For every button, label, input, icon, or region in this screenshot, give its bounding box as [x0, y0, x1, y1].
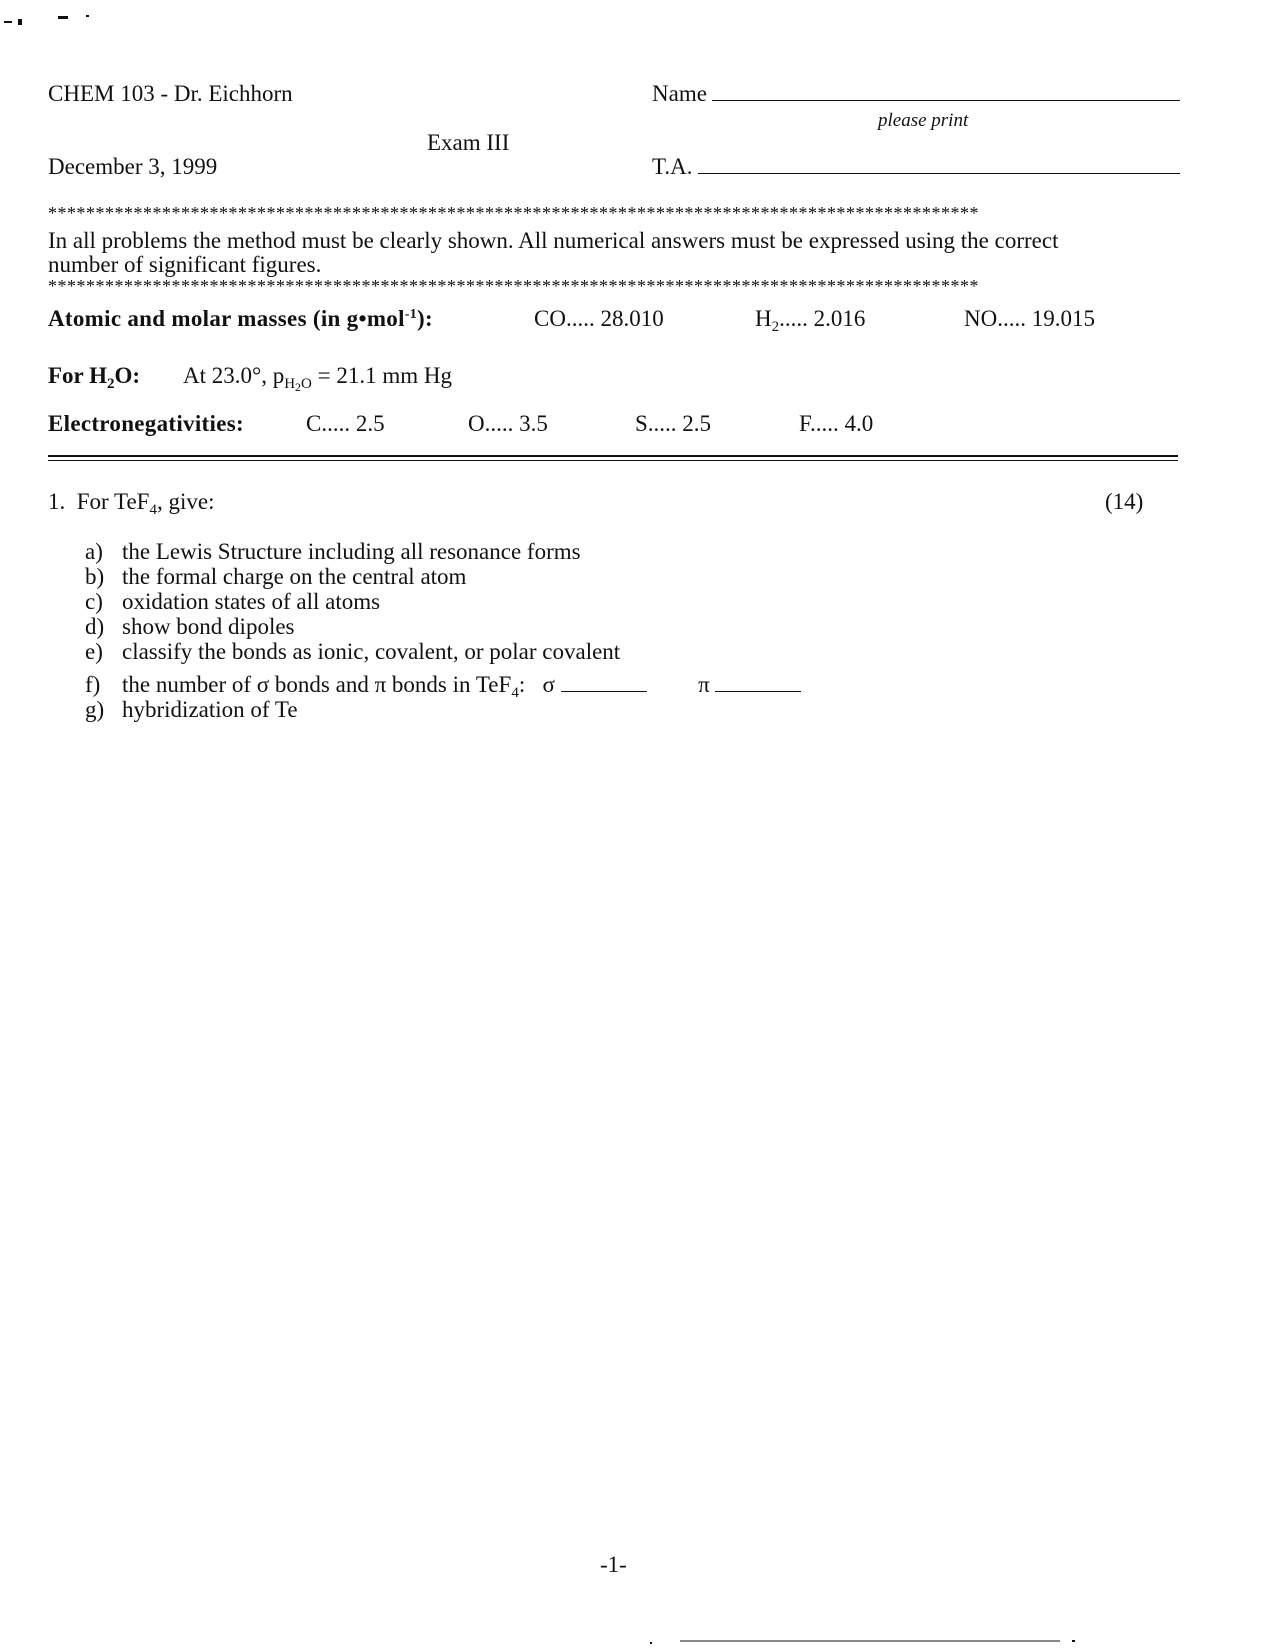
en-fluorine: F..... 4.0 [799, 411, 874, 436]
name-label: Name [652, 81, 707, 106]
sigma-symbol: σ [542, 672, 555, 697]
instructions-line-1: In all problems the method must be clearly shown. All numerical answers must be expressed using the correct [48, 228, 1059, 253]
water-label: For $H_2O$: [48, 363, 141, 392]
exam-title: Exam III [427, 130, 510, 155]
question-prompt: For TeF$_4$, give: [76, 489, 215, 518]
sigma-answer-blank[interactable] [561, 673, 647, 692]
ta-field[interactable] [698, 173, 1180, 174]
question-1-points: (14) [1105, 489, 1144, 514]
list-item: b) the formal charge on the central atom [85, 564, 467, 589]
list-item: e) classify the bonds as ionic, covalent, or polar covalent [85, 639, 621, 664]
en-sulfur: S..... 2.5 [635, 411, 712, 436]
scan-mark [86, 15, 89, 17]
water-vapor-row [48, 364, 1178, 394]
exam-date: December 3, 1999 [48, 154, 218, 179]
scan-mark [650, 1642, 652, 1644]
scan-mark [1072, 1640, 1075, 1642]
list-item: a) the Lewis Structure including all resonance forms [85, 539, 581, 564]
list-item-bond-count: f) the number of σ bonds and π bonds in TeF$_4$: σ π [85, 673, 801, 696]
ta-label: T.A. [652, 154, 693, 179]
asterisk-divider: ************************************************************************************************** [48, 277, 979, 295]
question-1-heading [48, 489, 215, 518]
mass-co: CO..... 28.010 [534, 306, 664, 331]
scan-mark [18, 19, 22, 25]
page-number: -1- [600, 1552, 627, 1577]
mass-no: NO..... 19.015 [964, 306, 1095, 331]
molar-masses-row [48, 307, 1178, 337]
section-divider [48, 460, 1178, 461]
instructions-line-2: number of significant figures. [48, 252, 322, 277]
water-vapor-pressure: At 23.0°, $p_{H_2O} = 21.1$ mm Hg [183, 363, 453, 394]
list-item: c) oxidation states of all atoms [85, 589, 381, 614]
pi-symbol: π [698, 672, 710, 697]
asterisk-divider: ************************************************************************************************** [48, 204, 979, 222]
name-field[interactable] [712, 100, 1180, 101]
electronegativities-row [48, 412, 1178, 442]
electronegativities-label: Electronegativities: [48, 411, 244, 436]
list-item: g) hybridization of Te [85, 697, 298, 722]
molar-masses-label: Atomic and molar masses (in g•mol$^{-1}$): [48, 306, 433, 331]
scan-artifact [680, 1640, 1060, 1642]
section-divider [48, 455, 1178, 457]
course-title: CHEM 103 - Dr. Eichhorn [48, 81, 293, 106]
list-item: d) show bond dipoles [85, 614, 295, 639]
en-carbon: C..... 2.5 [306, 411, 385, 436]
scan-mark [58, 16, 68, 19]
en-oxygen: O..... 3.5 [468, 411, 548, 436]
mass-h2: $H_2$..... 2.016 [755, 306, 866, 335]
question-number: 1. [48, 489, 66, 514]
scan-mark [4, 21, 12, 23]
pi-answer-blank[interactable] [715, 673, 801, 692]
name-hint: please print [878, 110, 969, 131]
